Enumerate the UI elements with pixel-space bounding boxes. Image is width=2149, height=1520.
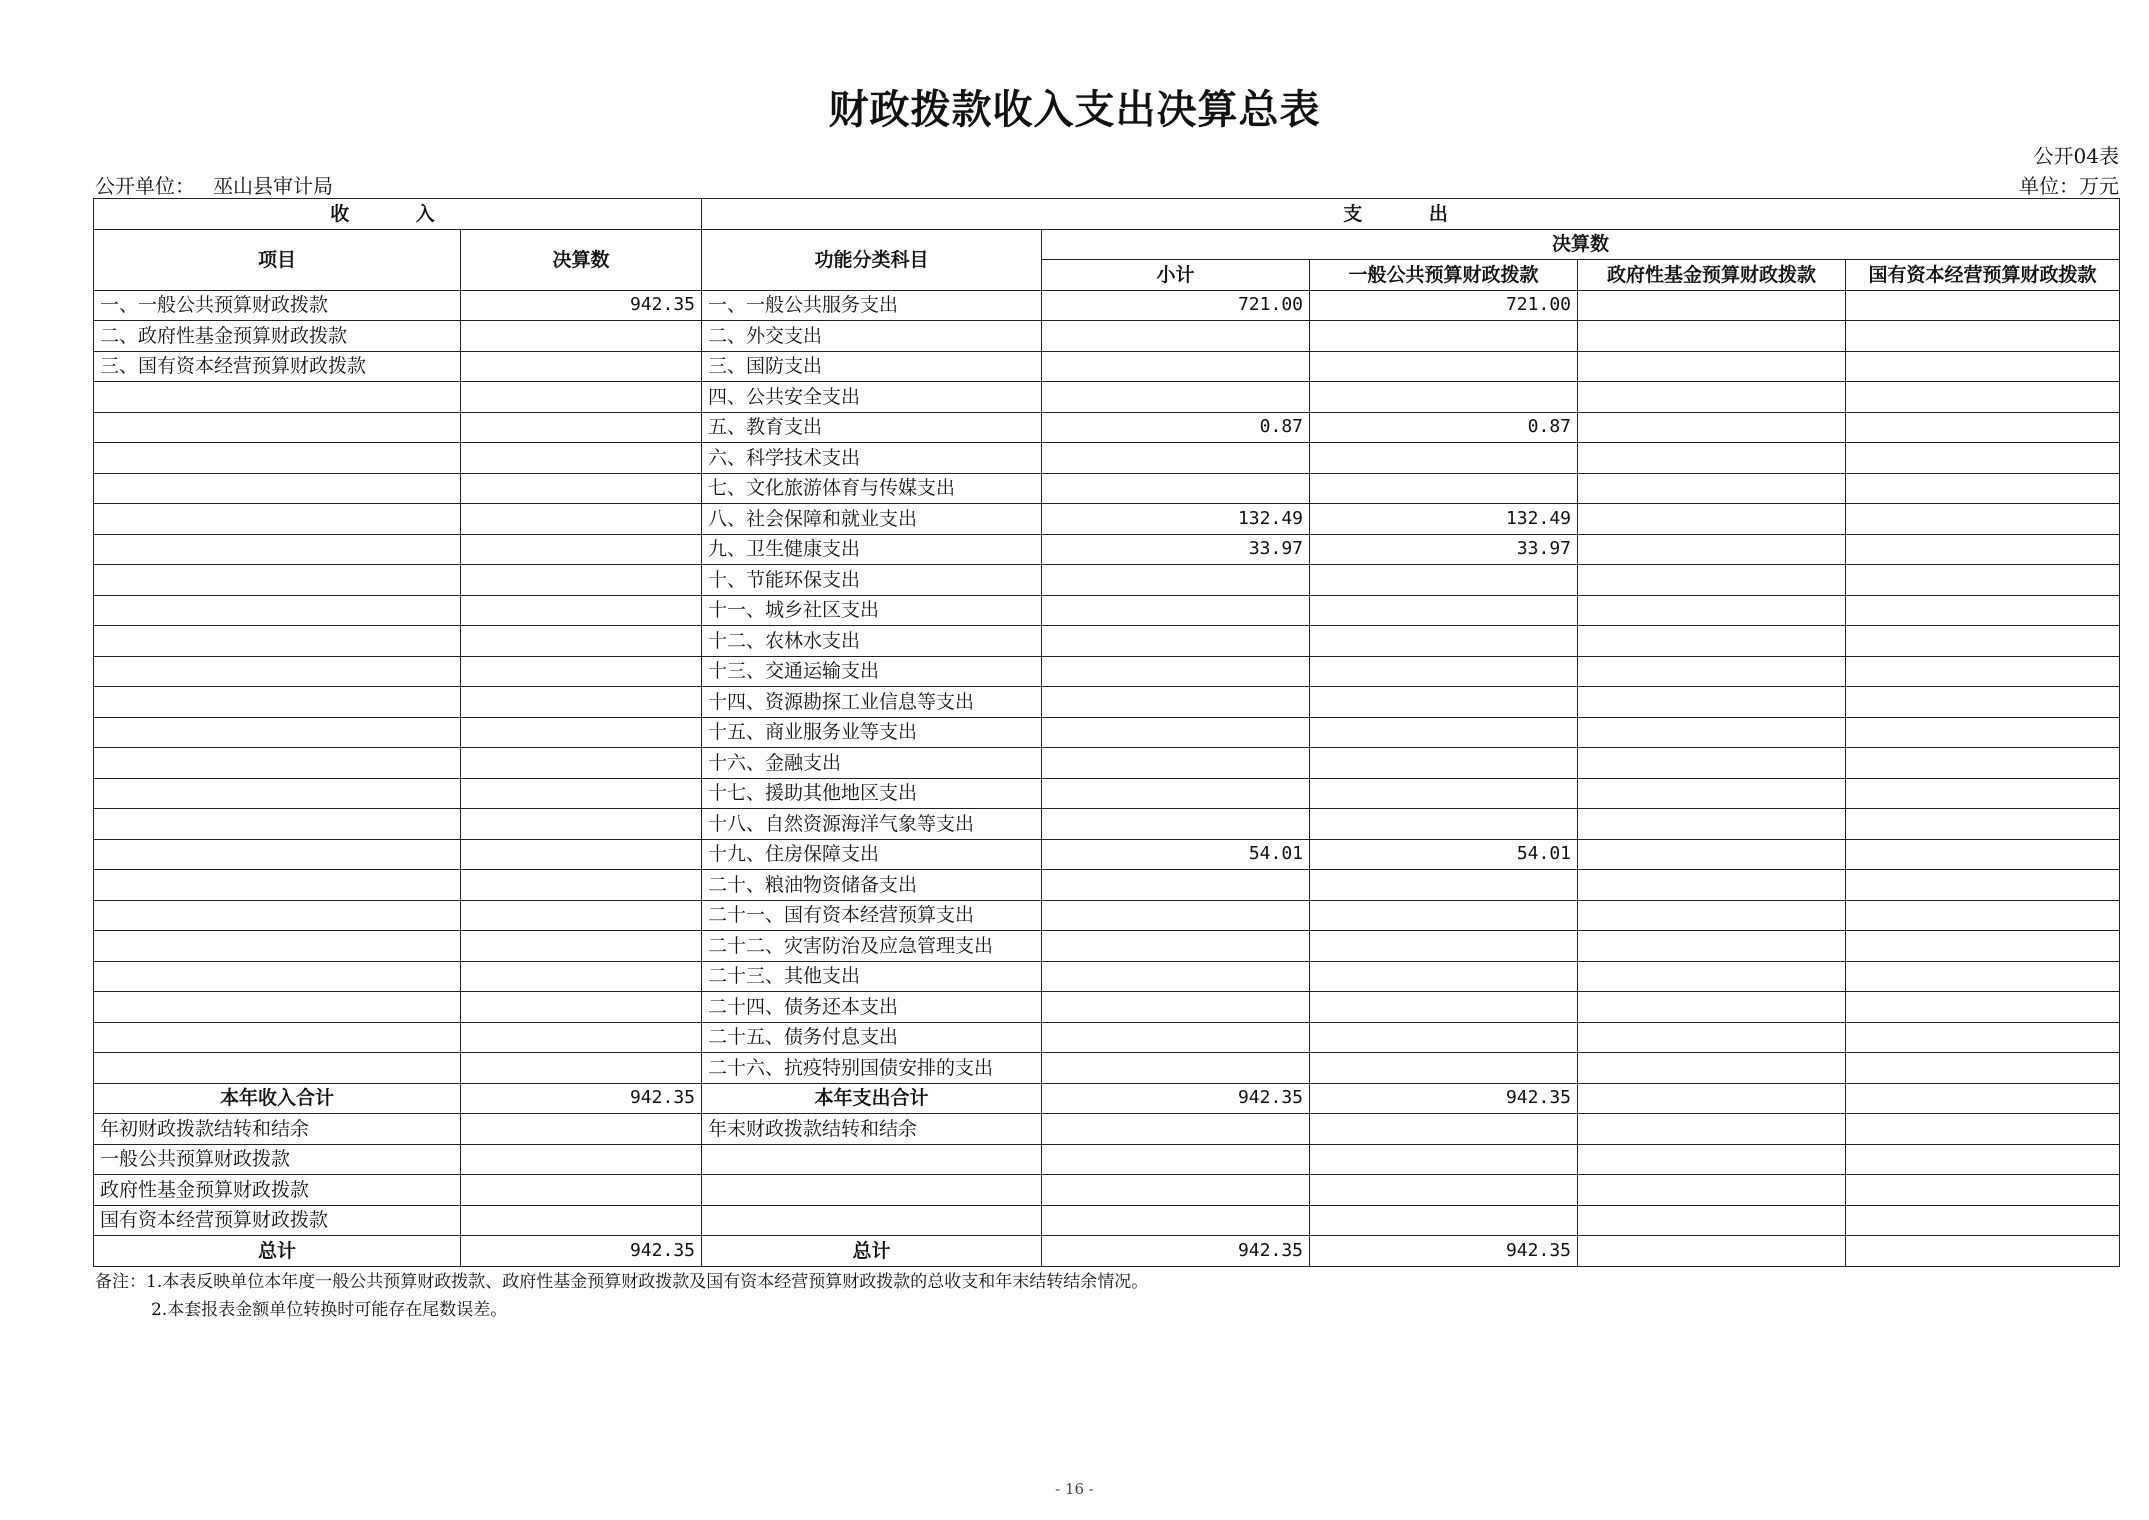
expense-stateasset bbox=[1846, 992, 2120, 1023]
grand-income-amount: 942.35 bbox=[461, 1236, 702, 1267]
grand-expense-govfund bbox=[1578, 1236, 1846, 1267]
expense-stateasset bbox=[1846, 748, 2120, 779]
expense-govfund bbox=[1578, 870, 1846, 901]
table-row bbox=[94, 473, 2120, 504]
income-amount bbox=[461, 595, 702, 626]
expense-stateasset bbox=[1846, 595, 2120, 626]
expense-stateasset bbox=[1846, 412, 2120, 443]
table-row bbox=[94, 717, 2120, 748]
currency-unit: 单位：万元 bbox=[2019, 174, 2119, 198]
income-amount bbox=[461, 321, 702, 352]
expense-govfund bbox=[1578, 778, 1846, 809]
carry-row bbox=[94, 1114, 2120, 1145]
expense-stateasset bbox=[1846, 321, 2120, 352]
expense-subtotal bbox=[1042, 595, 1310, 626]
expense-subtotal bbox=[1042, 900, 1310, 931]
note-line-2: 2.本套报表金额单位转换时可能存在尾数误差。 bbox=[151, 1300, 508, 1320]
expense-stateasset bbox=[1846, 961, 2120, 992]
carry-income-label: 年初财政拨款结转和结余 bbox=[94, 1114, 461, 1145]
expense-general: 132.49 bbox=[1310, 504, 1578, 535]
carry-sub-row bbox=[94, 1144, 2120, 1175]
expense-item: 八、社会保障和就业支出 bbox=[702, 504, 1042, 535]
income-item bbox=[94, 656, 461, 687]
carry-expense-label: 年末财政拨款结转和结余 bbox=[702, 1114, 1042, 1145]
income-amount bbox=[461, 412, 702, 443]
table-row bbox=[94, 778, 2120, 809]
table-row bbox=[94, 687, 2120, 718]
expense-stateasset bbox=[1846, 626, 2120, 657]
expense-subtotal: 132.49 bbox=[1042, 504, 1310, 535]
expense-item: 二十二、灾害防治及应急管理支出 bbox=[702, 931, 1042, 962]
expense-govfund bbox=[1578, 992, 1846, 1023]
grand-total-row bbox=[94, 1236, 2120, 1267]
expense-general bbox=[1310, 443, 1578, 474]
expense-general: 33.97 bbox=[1310, 534, 1578, 565]
table-row bbox=[94, 931, 2120, 962]
year-total-row bbox=[94, 1083, 2120, 1114]
grand-expense-subtotal: 942.35 bbox=[1042, 1236, 1310, 1267]
income-item bbox=[94, 443, 461, 474]
grand-expense-general: 942.35 bbox=[1310, 1236, 1578, 1267]
expense-item: 十二、农林水支出 bbox=[702, 626, 1042, 657]
expense-item: 七、文化旅游体育与传媒支出 bbox=[702, 473, 1042, 504]
table-row bbox=[94, 900, 2120, 931]
table-row bbox=[94, 412, 2120, 443]
income-amount bbox=[461, 1053, 702, 1084]
expense-header: 支 出 bbox=[702, 199, 2120, 230]
expense-item: 四、公共安全支出 bbox=[702, 382, 1042, 413]
table-row bbox=[94, 748, 2120, 779]
final-amount-header: 决算数 bbox=[1042, 229, 2120, 260]
expense-general bbox=[1310, 992, 1578, 1023]
table-row bbox=[94, 382, 2120, 413]
income-amount bbox=[461, 900, 702, 931]
table-row bbox=[94, 839, 2120, 870]
expense-stateasset bbox=[1846, 1022, 2120, 1053]
expense-item: 二十四、债务还本支出 bbox=[702, 992, 1042, 1023]
expense-govfund bbox=[1578, 504, 1846, 535]
expense-stateasset bbox=[1846, 351, 2120, 382]
income-item bbox=[94, 473, 461, 504]
income-item bbox=[94, 595, 461, 626]
expense-govfund bbox=[1578, 809, 1846, 840]
carry-income-amount bbox=[461, 1114, 702, 1145]
expense-item: 二十三、其他支出 bbox=[702, 961, 1042, 992]
year-expense-general: 942.35 bbox=[1310, 1083, 1578, 1114]
expense-stateasset bbox=[1846, 565, 2120, 596]
income-amount bbox=[461, 534, 702, 565]
expense-general bbox=[1310, 626, 1578, 657]
expense-govfund bbox=[1578, 443, 1846, 474]
income-amount bbox=[461, 473, 702, 504]
income-item bbox=[94, 961, 461, 992]
table-row bbox=[94, 504, 2120, 535]
expense-item: 五、教育支出 bbox=[702, 412, 1042, 443]
expense-general bbox=[1310, 1022, 1578, 1053]
income-amount bbox=[461, 443, 702, 474]
expense-subtotal bbox=[1042, 961, 1310, 992]
table-row bbox=[94, 321, 2120, 352]
expense-stateasset bbox=[1846, 473, 2120, 504]
expense-subtotal bbox=[1042, 778, 1310, 809]
expense-subtotal: 721.00 bbox=[1042, 290, 1310, 321]
income-amount bbox=[461, 382, 702, 413]
income-amount bbox=[461, 1022, 702, 1053]
subtotal-header: 小计 bbox=[1042, 260, 1310, 291]
income-item bbox=[94, 687, 461, 718]
expense-subtotal bbox=[1042, 687, 1310, 718]
gov-fund-header: 政府性基金预算财政拨款 bbox=[1578, 260, 1846, 291]
expense-govfund bbox=[1578, 717, 1846, 748]
expense-general: 0.87 bbox=[1310, 412, 1578, 443]
income-amount bbox=[461, 687, 702, 718]
reporting-unit bbox=[95, 170, 333, 199]
table-row bbox=[94, 626, 2120, 657]
expense-item: 九、卫生健康支出 bbox=[702, 534, 1042, 565]
expense-general bbox=[1310, 351, 1578, 382]
state-asset-header: 国有资本经营预算财政拨款 bbox=[1846, 260, 2120, 291]
expense-subtotal: 33.97 bbox=[1042, 534, 1310, 565]
expense-general bbox=[1310, 565, 1578, 596]
expense-stateasset bbox=[1846, 900, 2120, 931]
expense-govfund bbox=[1578, 656, 1846, 687]
income-item bbox=[94, 748, 461, 779]
expense-stateasset bbox=[1846, 687, 2120, 718]
expense-item: 二、外交支出 bbox=[702, 321, 1042, 352]
expense-general bbox=[1310, 931, 1578, 962]
income-amount bbox=[461, 839, 702, 870]
expense-item: 十一、城乡社区支出 bbox=[702, 595, 1042, 626]
expense-govfund bbox=[1578, 382, 1846, 413]
expense-general bbox=[1310, 1053, 1578, 1084]
note-line-1: 备注：1.本表反映单位本年度一般公共预算财政拨款、政府性基金预算财政拨款及国有资本经营预算财政拨款的总收支和年末结转结余情况。 bbox=[95, 1272, 1149, 1292]
income-amount bbox=[461, 626, 702, 657]
table-row bbox=[94, 595, 2120, 626]
income-item bbox=[94, 1022, 461, 1053]
income-amount bbox=[461, 717, 702, 748]
expense-govfund bbox=[1578, 412, 1846, 443]
income-item: 二、政府性基金预算财政拨款 bbox=[94, 321, 461, 352]
expense-stateasset bbox=[1846, 839, 2120, 870]
expense-stateasset bbox=[1846, 717, 2120, 748]
expense-govfund bbox=[1578, 473, 1846, 504]
expense-general bbox=[1310, 717, 1578, 748]
income-amount bbox=[461, 748, 702, 779]
table-row bbox=[94, 1053, 2120, 1084]
income-amount bbox=[461, 961, 702, 992]
table-row bbox=[94, 870, 2120, 901]
table-row bbox=[94, 443, 2120, 474]
expense-general bbox=[1310, 382, 1578, 413]
table-row bbox=[94, 809, 2120, 840]
table-row bbox=[94, 351, 2120, 382]
table-row bbox=[94, 565, 2120, 596]
page-title: 财政拨款收入支出决算总表 bbox=[828, 87, 1321, 133]
expense-subtotal bbox=[1042, 870, 1310, 901]
header-row-2 bbox=[94, 229, 2120, 260]
expense-subtotal bbox=[1042, 473, 1310, 504]
expense-general bbox=[1310, 748, 1578, 779]
income-amount bbox=[461, 656, 702, 687]
expense-general bbox=[1310, 961, 1578, 992]
grand-expense-label: 总计 bbox=[702, 1236, 1042, 1267]
income-amount bbox=[461, 992, 702, 1023]
income-item: 三、国有资本经营预算财政拨款 bbox=[94, 351, 461, 382]
expense-stateasset bbox=[1846, 931, 2120, 962]
expense-item: 一、一般公共服务支出 bbox=[702, 290, 1042, 321]
expense-stateasset bbox=[1846, 778, 2120, 809]
income-amount bbox=[461, 870, 702, 901]
expense-subtotal: 54.01 bbox=[1042, 839, 1310, 870]
expense-item: 十五、商业服务业等支出 bbox=[702, 717, 1042, 748]
expense-subtotal bbox=[1042, 717, 1310, 748]
income-item bbox=[94, 992, 461, 1023]
expense-subtotal bbox=[1042, 382, 1310, 413]
year-income-total-amount: 942.35 bbox=[461, 1083, 702, 1114]
expense-item: 二十五、债务付息支出 bbox=[702, 1022, 1042, 1053]
expense-stateasset bbox=[1846, 443, 2120, 474]
item-header: 项目 bbox=[94, 229, 461, 290]
expense-subtotal bbox=[1042, 656, 1310, 687]
expense-stateasset bbox=[1846, 870, 2120, 901]
page-number: - 16 - bbox=[1055, 1480, 1094, 1498]
income-item bbox=[94, 717, 461, 748]
income-item bbox=[94, 870, 461, 901]
reporting-unit-label: 公开单位： bbox=[95, 174, 195, 198]
income-item bbox=[94, 778, 461, 809]
table-row bbox=[94, 290, 2120, 321]
expense-item: 十九、住房保障支出 bbox=[702, 839, 1042, 870]
expense-item: 二十、粮油物资储备支出 bbox=[702, 870, 1042, 901]
income-item bbox=[94, 809, 461, 840]
expense-govfund bbox=[1578, 1022, 1846, 1053]
income-amount bbox=[461, 809, 702, 840]
income-item bbox=[94, 565, 461, 596]
expense-item: 十三、交通运输支出 bbox=[702, 656, 1042, 687]
expense-govfund bbox=[1578, 748, 1846, 779]
header-row-1 bbox=[94, 199, 2120, 230]
expense-general bbox=[1310, 870, 1578, 901]
amount-header: 决算数 bbox=[461, 229, 702, 290]
form-number: 公开04表 bbox=[2033, 144, 2119, 168]
year-expense-govfund bbox=[1578, 1083, 1846, 1114]
table-row bbox=[94, 992, 2120, 1023]
income-header: 收 入 bbox=[94, 199, 702, 230]
expense-subtotal: 0.87 bbox=[1042, 412, 1310, 443]
income-amount: 942.35 bbox=[461, 290, 702, 321]
organization-name: 巫山县审计局 bbox=[213, 174, 333, 198]
expense-general bbox=[1310, 473, 1578, 504]
expense-govfund bbox=[1578, 565, 1846, 596]
expense-stateasset bbox=[1846, 290, 2120, 321]
expense-govfund bbox=[1578, 321, 1846, 352]
expense-item: 六、科学技术支出 bbox=[702, 443, 1042, 474]
expense-item: 十八、自然资源海洋气象等支出 bbox=[702, 809, 1042, 840]
expense-subtotal bbox=[1042, 565, 1310, 596]
expense-govfund bbox=[1578, 534, 1846, 565]
expense-item: 十、节能环保支出 bbox=[702, 565, 1042, 596]
expense-item: 三、国防支出 bbox=[702, 351, 1042, 382]
year-income-total-label: 本年收入合计 bbox=[94, 1083, 461, 1114]
expense-stateasset bbox=[1846, 534, 2120, 565]
expense-subtotal bbox=[1042, 992, 1310, 1023]
expense-stateasset bbox=[1846, 809, 2120, 840]
expense-stateasset bbox=[1846, 382, 2120, 413]
expense-govfund bbox=[1578, 626, 1846, 657]
expense-govfund bbox=[1578, 351, 1846, 382]
general-budget-header: 一般公共预算财政拨款 bbox=[1310, 260, 1578, 291]
expense-item: 二十六、抗疫特别国债安排的支出 bbox=[702, 1053, 1042, 1084]
expense-subtotal bbox=[1042, 931, 1310, 962]
notes bbox=[95, 1268, 1148, 1324]
expense-subtotal bbox=[1042, 1022, 1310, 1053]
grand-expense-stateasset bbox=[1846, 1236, 2120, 1267]
table-row bbox=[94, 656, 2120, 687]
expense-subtotal bbox=[1042, 748, 1310, 779]
expense-subtotal bbox=[1042, 809, 1310, 840]
expense-general bbox=[1310, 900, 1578, 931]
income-amount bbox=[461, 504, 702, 535]
table-row bbox=[94, 961, 2120, 992]
income-item bbox=[94, 931, 461, 962]
expense-item: 十六、金融支出 bbox=[702, 748, 1042, 779]
expense-stateasset bbox=[1846, 504, 2120, 535]
expense-govfund bbox=[1578, 687, 1846, 718]
income-item: 一、一般公共预算财政拨款 bbox=[94, 290, 461, 321]
expense-general bbox=[1310, 321, 1578, 352]
income-item bbox=[94, 900, 461, 931]
carry-sub-general: 一般公共预算财政拨款 bbox=[94, 1144, 461, 1175]
expense-stateasset bbox=[1846, 1053, 2120, 1084]
expense-subtotal bbox=[1042, 626, 1310, 657]
income-item bbox=[94, 504, 461, 535]
expense-govfund bbox=[1578, 1053, 1846, 1084]
year-expense-stateasset bbox=[1846, 1083, 2120, 1114]
year-expense-total-label: 本年支出合计 bbox=[702, 1083, 1042, 1114]
expense-govfund bbox=[1578, 931, 1846, 962]
income-amount bbox=[461, 931, 702, 962]
expense-subtotal bbox=[1042, 351, 1310, 382]
carry-sub-stateasset: 国有资本经营预算财政拨款 bbox=[94, 1205, 461, 1236]
income-item bbox=[94, 534, 461, 565]
expense-general bbox=[1310, 595, 1578, 626]
expense-item: 十四、资源勘探工业信息等支出 bbox=[702, 687, 1042, 718]
table-row bbox=[94, 534, 2120, 565]
expense-govfund bbox=[1578, 961, 1846, 992]
carry-sub-govfund: 政府性基金预算财政拨款 bbox=[94, 1175, 461, 1206]
income-item bbox=[94, 839, 461, 870]
expense-general: 721.00 bbox=[1310, 290, 1578, 321]
income-item bbox=[94, 412, 461, 443]
expense-subtotal bbox=[1042, 1053, 1310, 1084]
income-amount bbox=[461, 565, 702, 596]
expense-subtotal bbox=[1042, 443, 1310, 474]
grand-income-label: 总计 bbox=[94, 1236, 461, 1267]
income-item bbox=[94, 626, 461, 657]
expense-item: 二十一、国有资本经营预算支出 bbox=[702, 900, 1042, 931]
function-header: 功能分类科目 bbox=[702, 229, 1042, 290]
table-row bbox=[94, 1022, 2120, 1053]
income-item bbox=[94, 1053, 461, 1084]
expense-general bbox=[1310, 778, 1578, 809]
year-expense-subtotal: 942.35 bbox=[1042, 1083, 1310, 1114]
expense-govfund bbox=[1578, 290, 1846, 321]
expense-general bbox=[1310, 687, 1578, 718]
income-amount bbox=[461, 351, 702, 382]
expense-stateasset bbox=[1846, 656, 2120, 687]
expense-subtotal bbox=[1042, 321, 1310, 352]
expense-general: 54.01 bbox=[1310, 839, 1578, 870]
expense-govfund bbox=[1578, 595, 1846, 626]
expense-item: 十七、援助其他地区支出 bbox=[702, 778, 1042, 809]
expense-govfund bbox=[1578, 839, 1846, 870]
carry-sub-row bbox=[94, 1175, 2120, 1206]
expense-general bbox=[1310, 809, 1578, 840]
income-item bbox=[94, 382, 461, 413]
expense-govfund bbox=[1578, 900, 1846, 931]
budget-table bbox=[93, 198, 2120, 1267]
carry-sub-row bbox=[94, 1205, 2120, 1236]
income-amount bbox=[461, 778, 702, 809]
expense-general bbox=[1310, 656, 1578, 687]
